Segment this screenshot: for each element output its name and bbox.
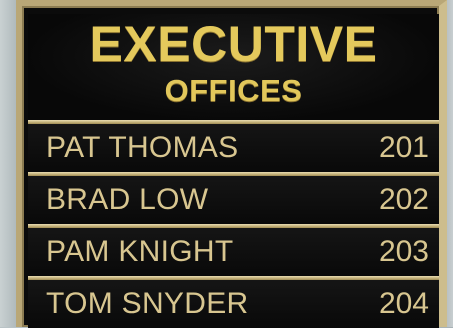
directory-room: 204 <box>378 287 429 320</box>
directory-sign <box>16 0 447 327</box>
directory-row-1 <box>28 124 439 172</box>
directory-name: PAM KNIGHT <box>46 235 234 268</box>
sign-subtitle: OFFICES <box>164 73 303 108</box>
directory-row-4 <box>28 280 439 328</box>
directory-row-3 <box>28 228 439 276</box>
sign-title: EXECUTIVE <box>89 16 378 72</box>
directory-room: 203 <box>378 235 429 268</box>
directory-row-2 <box>28 176 439 224</box>
directory-name: PAT THOMAS <box>46 131 239 164</box>
directory-name: TOM SNYDER <box>46 287 249 320</box>
directory-name: BRAD LOW <box>46 183 209 216</box>
directory-room: 202 <box>378 183 429 216</box>
sign-header <box>28 14 439 121</box>
directory-room: 201 <box>378 131 429 164</box>
